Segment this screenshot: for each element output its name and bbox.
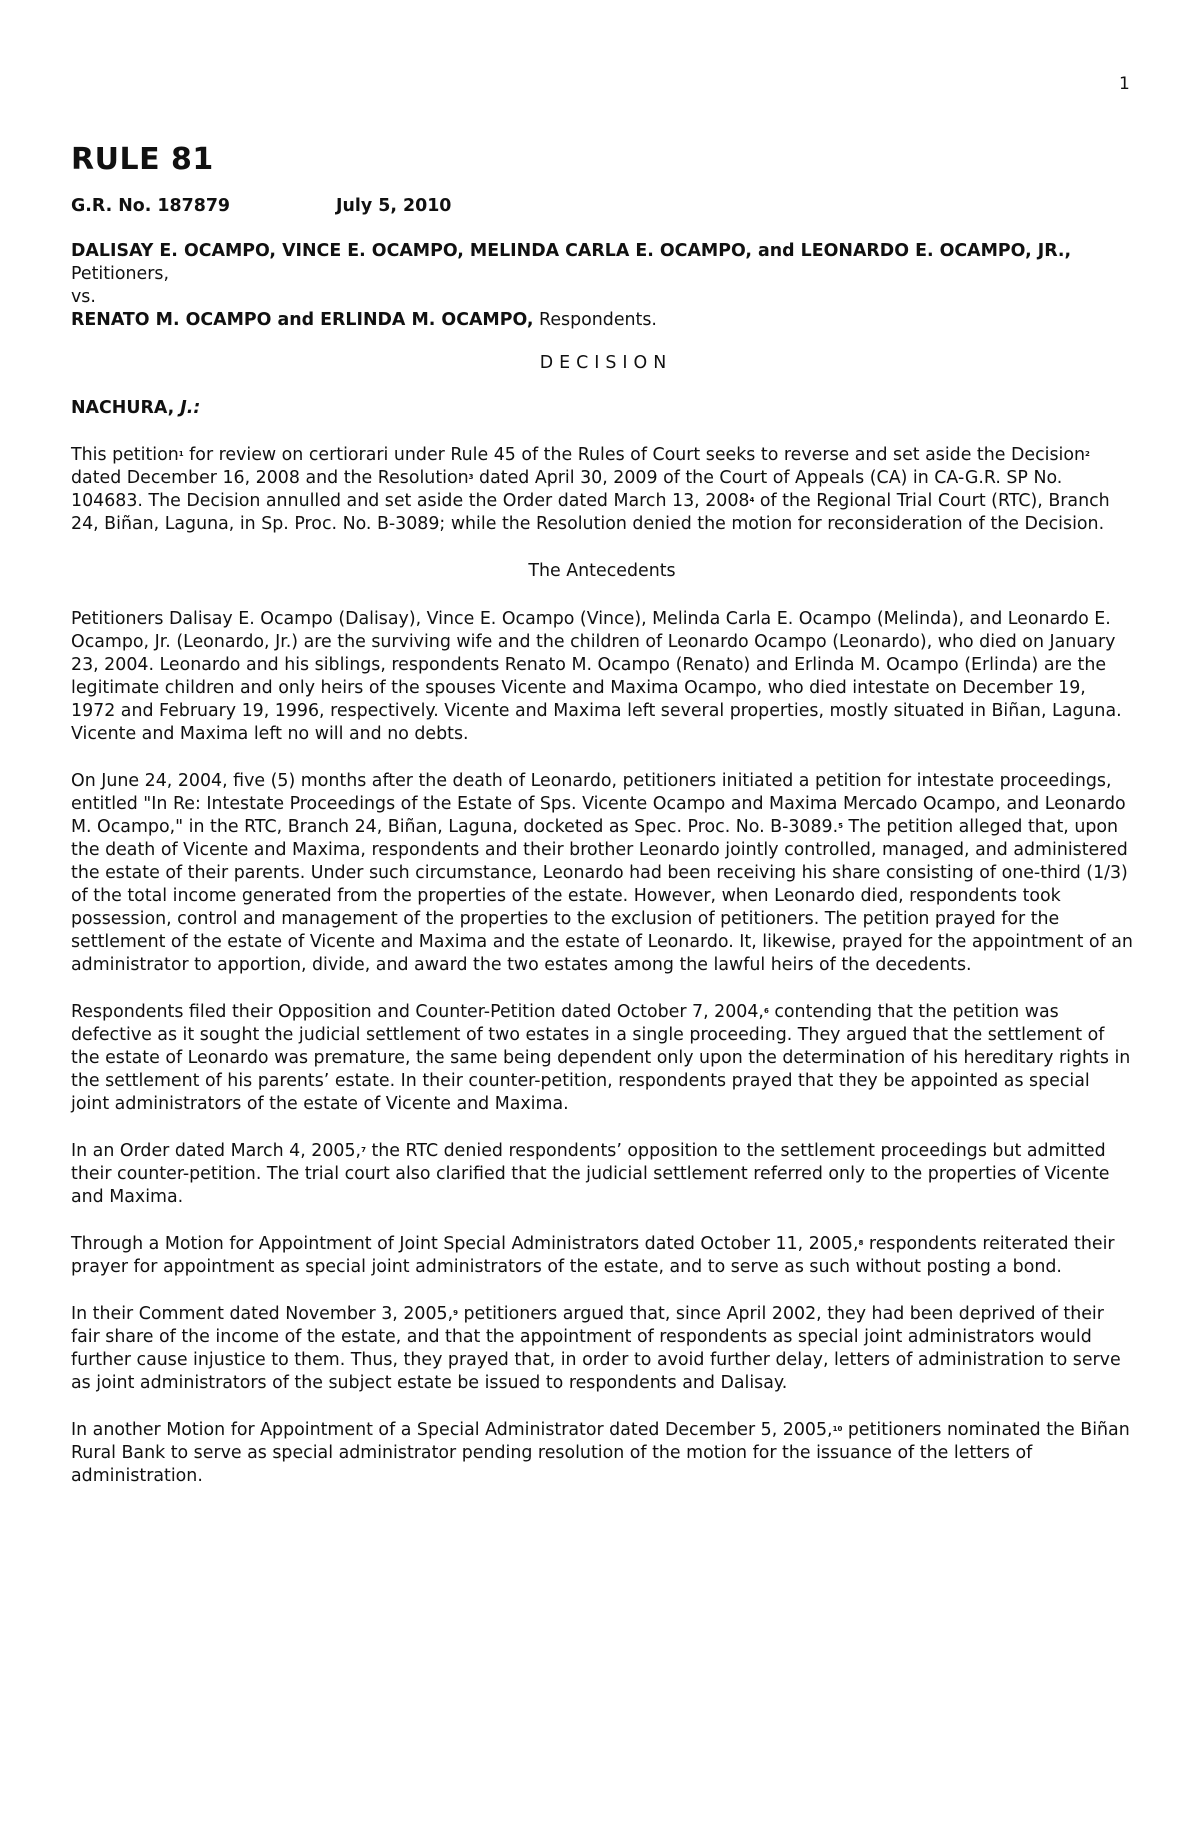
paragraph-text: respondents reiterated their prayer for appointment as special joint administrators of the estate, and to serve as such without posting a bond. [71,1234,1115,1277]
footnote-ref[interactable]: 3 [468,473,474,481]
paragraph-text: In their Comment dated November 3, 2005, [71,1304,454,1324]
paragraph-4 [71,1001,1133,1116]
footnote-ref[interactable]: 8 [858,1239,864,1247]
footnote-ref[interactable]: 10 [832,1425,843,1433]
footnote-ref[interactable]: 9 [453,1309,459,1317]
paragraph-text: dated April 30, 2009 of the Court of Appeals (CA) in CA-G.R. SP No. 104683. The Decision annulled and set aside the Order dated March 13, 2008 [71,468,1063,511]
petitioners [71,240,1133,286]
respondents-names: RENATO M. OCAMPO and ERLINDA M. OCAMPO, [71,310,534,330]
decision-heading: DECISION [539,353,673,373]
paragraph-2: Petitioners Dalisay E. Ocampo (Dalisay), Vince E. Ocampo (Vince), Melinda Carla E. Ocampo (Melinda), and Leonardo E. Ocampo, Jr. (Leonardo, Jr.) are the surviving wife and the children of Leonardo Ocampo (Leonardo), who died on January 23, 2004. Leonardo and his siblings, respondents Renato M. Ocampo (Renato) and Erlinda M. Ocampo (Erlinda) are the legitimate children and only heirs of the spouses Vicente and Maxima Ocampo, who died intestate on December 19, 1972 and February 19, 1996, respectively. Vicente and Maxima left several properties, mostly situated in Biñan, Laguna. Vicente and Maxima left no will and no debts. [71,609,1122,744]
footnote-ref[interactable]: 5 [838,822,844,830]
paragraph-text: dated December 16, 2008 and the Resolution [71,468,469,488]
respondents-label: Respondents. [533,310,657,330]
paragraph-1 [71,444,1133,536]
rule-title: RULE 81 [71,142,214,177]
paragraph-5 [71,1140,1133,1209]
paragraph-text: the RTC denied respondents’ opposition to the settlement proceedings but admitted their counter-petition. The trial court also clarified that the judicial settlement referred only to the properties of Vicente and Maxima. [71,1141,1110,1207]
respondents [71,309,1133,332]
paragraph-text: petitioners nominated the Biñan Rural Bank to serve as special administrator pending resolution of the motion for the issuance of the letters of administration. [71,1420,1130,1486]
paragraph-text: In an Order dated March 4, 2005, [71,1141,362,1161]
document-body [71,142,1133,1512]
footnote-ref[interactable]: 2 [1085,450,1090,458]
paragraph-text: for review on certiorari under Rule 45 of the Rules of Court seeks to reverse and set aside the Decision [183,445,1086,465]
page-number: 1 [1119,74,1130,94]
footnote-ref[interactable]: 1 [178,450,184,458]
gr-number: G.R. No. 187879 [71,196,231,216]
paragraph-3 [71,770,1133,977]
case-header [71,195,1133,218]
paragraph-text: This petition [71,445,179,465]
petitioners-names: DALISAY E. OCAMPO, VINCE E. OCAMPO, MELINDA CARLA E. OCAMPO, and LEONARDO E. OCAMPO, JR., [71,241,1072,261]
paragraph-text: Through a Motion for Appointment of Joint Special Administrators dated October 11, 2005, [71,1234,859,1254]
petitioners-label: Petitioners, [71,264,169,284]
ponente-title: J.: [174,398,201,418]
paragraph-6 [71,1233,1133,1279]
paragraph-text: of the Regional Trial Court (RTC), Branch 24, Biñan, Laguna, in Sp. Proc. No. B-3089; while the Resolution denied the motion for reconsideration of the Decision. [71,491,1110,534]
paragraph-text: petitioners argued that, since April 2002, they had been deprived of their fair share of the income of the estate, and that the appointment of respondents as special joint administrators would further cause injustice to them. Thus, they prayed that, in order to avoid further delay, letters of administration to serve as joint administrators of the subject estate be issued to respondents and Dalisay. [71,1304,1121,1393]
versus: vs. [71,287,96,307]
footnote-ref[interactable]: 7 [361,1146,366,1154]
paragraph-text: On June 24, 2004, five (5) months after the death of Leonardo, petitioners initiated a petition for intestate proceedings, entitled "In Re: Intestate Proceedings of the Estate of Sps. Vicente Ocampo and Maxima Mercado Ocampo, and Leonardo M. Ocampo," in the RTC, Branch 24, Biñan, Laguna, docketed as Spec. Proc. No. B-3089. [71,771,1126,837]
ponente-name: NACHURA, [71,398,175,418]
paragraph-text: In another Motion for Appointment of a Special Administrator dated December 5, 2005, [71,1420,833,1440]
section-heading-antecedents: The Antecedents [528,561,676,581]
paragraph-8 [71,1419,1133,1488]
footnote-ref[interactable]: 6 [763,1007,769,1015]
paragraph-text: Respondents filed their Opposition and Counter-Petition dated October 7, 2004, [71,1002,764,1022]
ponente [71,397,1133,420]
parties-block [71,240,1133,332]
paragraph-text: The petition alleged that, upon the death of Vicente and Maxima, respondents and their brother Leonardo jointly controlled, managed, and administered the estate of their parents. Under such circumstance, Leonardo had been receiving his share consisting of one-third (1/3) of the total income generated from the properties of the estate. However, when Leonardo died, respondents took possession, control and management of the properties to the exclusion of petitioners. The petition prayed for the settlement of the estate of Vicente and Maxima and the estate of Leonardo. It, likewise, prayed for the appointment of an administrator to apportion, divide, and award the two estates among the lawful heirs of the decedents. [71,817,1133,975]
footnote-ref[interactable]: 4 [749,496,755,504]
decision-date: July 5, 2010 [336,196,452,216]
paragraph-7 [71,1303,1133,1395]
paragraph-text: contending that the petition was defective as it sought the judicial settlement of two estates in a single proceeding. They argued that the settlement of the estate of Leonardo was premature, the same being dependent only upon the determination of his hereditary rights in the settlement of his parents’ estate. In their counter-petition, respondents prayed that they be appointed as special joint administrators of the estate of Vicente and Maxima. [71,1002,1131,1114]
